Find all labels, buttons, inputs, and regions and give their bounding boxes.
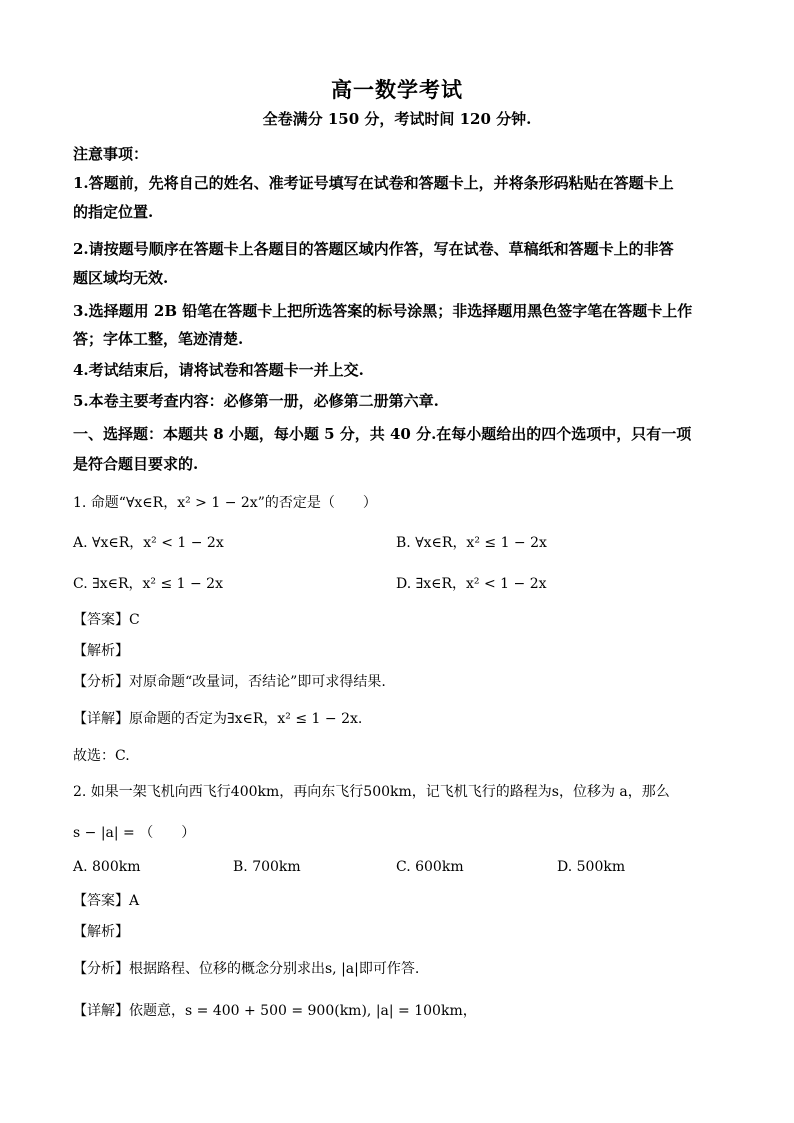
section-1-intro-line-2: 是符合题目要求的. (73, 455, 199, 473)
q1-option-b: B. ∀x∈R，x² ≤ 1 − 2x (396, 535, 547, 551)
page-title: 高一数学考试 (331, 77, 463, 102)
q2-option-a: A. 800km (73, 859, 141, 875)
q1-option-a: A. ∀x∈R，x² < 1 − 2x (73, 535, 224, 551)
q2-stem-continued: s − |a| = （ ） (73, 825, 196, 841)
q1-answer: 【答案】C (73, 612, 140, 628)
note-3-line-2: 答；字体工整，笔迹清楚. (73, 330, 244, 348)
note-3-line-1: 3.选择题用 2B 铅笔在答题卡上把所选答案的标号涂黑；非选择题用黑色签字笔在答题卡上作 (73, 302, 693, 320)
note-2-line-2: 题区域均无效. (73, 269, 169, 287)
q1-stem: 1. 命题“∀x∈R，x² > 1 − 2x”的否定是（ ） (73, 495, 377, 511)
q2-stem: 2. 如果一架飞机向西飞行400km，再向东飞行500km，记飞机飞行的路程为s，位移为 a，那么 (73, 784, 670, 800)
q1-analysis-label: 【解析】 (73, 643, 129, 659)
exam-subtitle: 全卷满分 150 分，考试时间 120 分钟. (262, 110, 532, 128)
q1-fenxi: 【分析】对原命题“改量词，否结论”即可求得结果. (73, 674, 386, 690)
q2-analysis-label: 【解析】 (73, 924, 129, 940)
note-5: 5.本卷主要考查内容：必修第一册，必修第二册第六章. (73, 392, 439, 410)
note-1-line-1: 1.答题前，先将自己的姓名、准考证号填写在试卷和答题卡上，并将条形码粘贴在答题卡上 (73, 174, 674, 192)
q2-xiangjie: 【详解】依题意，s = 400 + 500 = 900(km), |a| = 100km， (73, 1003, 477, 1019)
q1-xiangjie: 【详解】原命题的否定为∃x∈R，x² ≤ 1 − 2x. (73, 711, 363, 727)
notes-heading: 注意事项： (73, 145, 149, 163)
q2-answer: 【答案】A (73, 893, 140, 909)
q2-option-c: C. 600km (396, 859, 464, 875)
q2-option-b: B. 700km (233, 859, 301, 875)
note-1-line-2: 的指定位置. (73, 203, 154, 221)
q1-conclusion: 故选：C. (73, 748, 130, 764)
note-4: 4.考试结束后，请将试卷和答题卡一并上交. (73, 361, 364, 379)
q2-option-d: D. 500km (557, 859, 626, 875)
q1-option-c: C. ∃x∈R，x² ≤ 1 − 2x (73, 576, 223, 592)
note-2-line-1: 2.请按题号顺序在答题卡上各题目的答题区域内作答，写在试卷、草稿纸和答题卡上的非答 (73, 240, 674, 258)
section-1-intro-line-1: 一、选择题：本题共 8 小题，每小题 5 分，共 40 分.在每小题给出的四个选项中，只有一项 (73, 425, 692, 443)
q1-option-d: D. ∃x∈R，x² < 1 − 2x (396, 576, 547, 592)
q2-fenxi: 【分析】根据路程、位移的概念分别求出s, |a|即可作答. (73, 961, 420, 977)
